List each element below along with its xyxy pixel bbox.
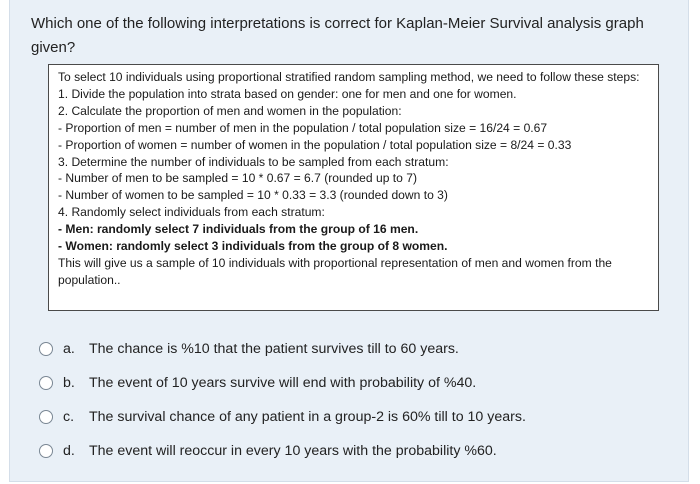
option-text[interactable]: The chance is %10 that the patient survives till to 60 years. [89, 341, 459, 357]
option-a[interactable] [39, 332, 679, 366]
answer-line-women-select: - Women: randomly select 3 individuals from the group of 8 women. [58, 239, 448, 254]
option-letter: d. [63, 443, 75, 459]
question-text: Which one of the following interpretations is correct for Kaplan-Meier Survival analysis graph given? [31, 15, 644, 56]
option-letter: c. [63, 409, 75, 425]
answer-options [39, 332, 679, 468]
answer-line-step-1: 1. Divide the population into strata based on gender: one for men and one for women. [58, 86, 517, 101]
option-b[interactable] [39, 366, 679, 400]
answer-line-step-2: 2. Calculate the proportion of men and women in the population: [58, 103, 402, 118]
option-d[interactable] [39, 434, 679, 468]
answer-line-proportion-women: - Proportion of women = number of women in the population / total population size = 8/24 = 0.33 [58, 137, 572, 152]
answer-line-men-select: - Men: randomly select 7 individuals from the group of 16 men. [58, 222, 419, 237]
answer-line-women-sampled: - Number of women to be sampled = 10 * 0.33 = 3.3 (rounded down to 3) [58, 188, 448, 203]
radio-button-icon[interactable] [39, 444, 53, 458]
option-text[interactable]: The survival chance of any patient in a group-2 is 60% till to 10 years. [89, 409, 526, 425]
option-text[interactable]: The event of 10 years survive will end with probability of %40. [89, 375, 477, 391]
answer-line-step-3: 3. Determine the number of individuals to be sampled from each stratum: [58, 154, 449, 169]
radio-button-icon[interactable] [39, 410, 53, 424]
answer-text-box [48, 64, 659, 311]
option-text[interactable]: The event will reoccur in every 10 years with the probability %60. [89, 443, 497, 459]
answer-line-men-sampled: - Number of men to be sampled = 10 * 0.67 = 6.7 (rounded up to 7) [58, 171, 417, 186]
radio-button-icon[interactable] [39, 376, 53, 390]
answer-line-proportion-men: - Proportion of men = number of men in the population / total population size = 16/24 = 0.67 [58, 120, 548, 135]
option-c[interactable] [39, 400, 679, 434]
option-letter: a. [63, 341, 75, 357]
answer-line-intro: To select 10 individuals using proportional stratified random sampling method, we need to follow these steps: [58, 70, 640, 84]
radio-button-icon[interactable] [39, 342, 53, 356]
question-card [9, 0, 689, 482]
answer-line-conclusion: This will give us a sample of 10 individuals with proportional representation of men and women from the population.. [58, 255, 612, 287]
option-letter: b. [63, 375, 75, 391]
answer-line-step-4: 4. Randomly select individuals from each stratum: [58, 205, 325, 220]
